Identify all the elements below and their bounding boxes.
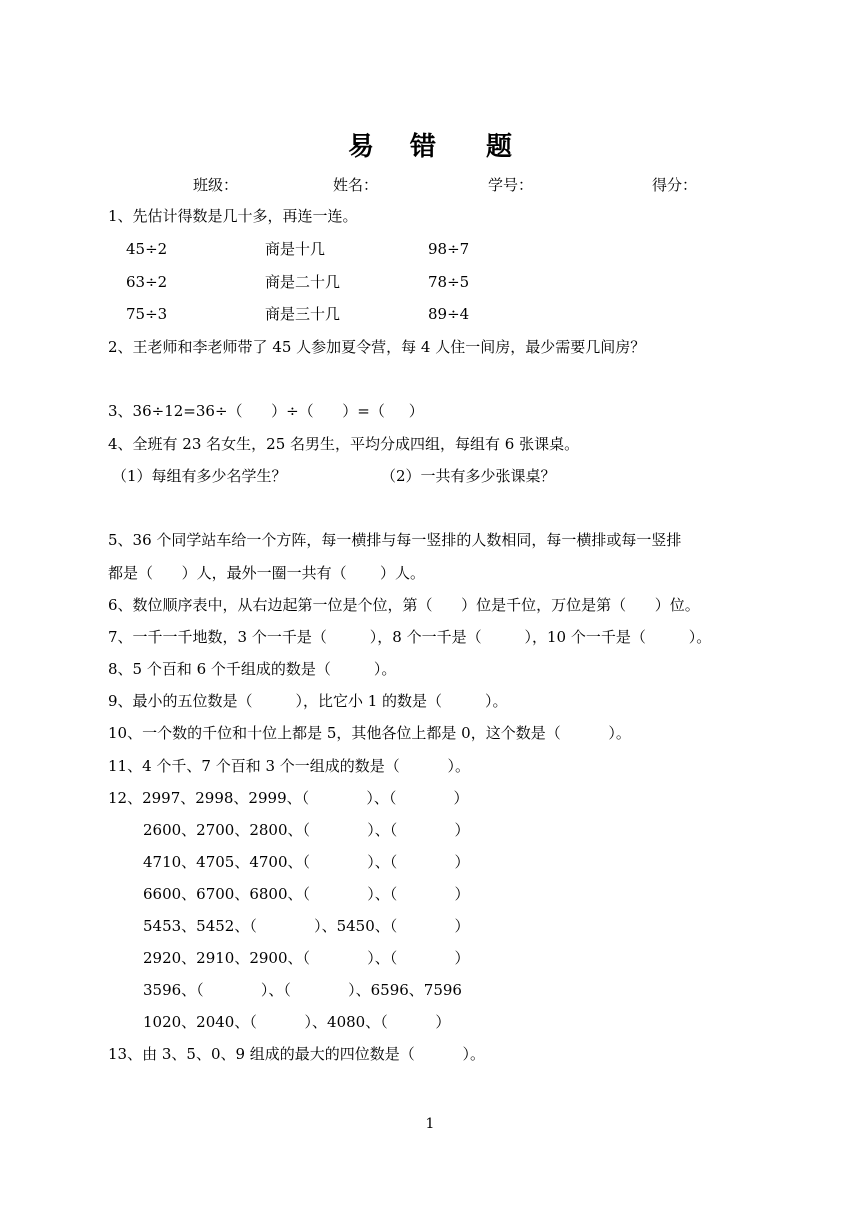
question-3: 3、36÷12=36÷（ ）÷（ ）=（ ） bbox=[108, 402, 424, 420]
q4-sub-1: （1）每组有多少名学生？ bbox=[112, 467, 287, 485]
q1-middle-3: 商是三十几 bbox=[265, 305, 341, 323]
question-12-line-8: 1020、2040、（ ）、4080、（ ） bbox=[143, 1013, 451, 1031]
name-field-label: 姓名： bbox=[333, 176, 379, 194]
q1-right-1: 98÷7 bbox=[428, 240, 470, 258]
title-char-1: 易 bbox=[347, 132, 374, 162]
title-char-3: 题 bbox=[486, 132, 513, 162]
question-10: 10、一个数的千位和十位上都是 5，其他各位上都是 0，这个数是（ ）。 bbox=[108, 724, 631, 742]
q1-left-3: 75÷3 bbox=[126, 305, 168, 323]
q1-right-2: 78÷5 bbox=[428, 273, 470, 291]
q1-left-1: 45÷2 bbox=[126, 240, 168, 258]
q1-middle-1: 商是十几 bbox=[265, 240, 326, 258]
question-5-line-1: 5、36 个同学站车给一个方阵，每一横排与每一竖排的人数相同，每一横排或每一竖排 bbox=[108, 531, 682, 549]
question-5-line-2: 都是（ ）人，最外一圈一共有（ ）人。 bbox=[108, 564, 425, 582]
q1-right-3: 89÷4 bbox=[428, 305, 470, 323]
question-12-line-1: 12、2997、2998、2999、（ ）、（ ） bbox=[108, 789, 469, 807]
question-12-line-4: 6600、6700、6800、（ ）、（ ） bbox=[143, 885, 470, 903]
q1-middle-2: 商是二十几 bbox=[265, 273, 341, 291]
question-6: 6、数位顺序表中，从右边起第一位是个位，第（ ）位是千位，万位是第（ ）位。 bbox=[108, 596, 700, 614]
q1-left-2: 63÷2 bbox=[126, 273, 168, 291]
question-7: 7、一千一千地数，3 个一千是（ ），8 个一千是（ ），10 个一千是（ ）。 bbox=[108, 628, 712, 646]
question-12-line-2: 2600、2700、2800、（ ）、（ ） bbox=[143, 821, 470, 839]
question-12-line-7: 3596、（ ）、（ ）、6596、7596 bbox=[143, 981, 462, 999]
question-2: 2、王老师和李老师带了 45 人参加夏令营，每 4 人住一间房，最少需要几间房？ bbox=[108, 338, 646, 356]
question-13: 13、由 3、5、0、9 组成的最大的四位数是（ ）。 bbox=[108, 1045, 485, 1063]
q4-sub-2: （2）一共有多少张课桌？ bbox=[381, 467, 556, 485]
page-title bbox=[0, 126, 860, 163]
question-11: 11、4 个千、7 个百和 3 个一组成的数是（ ）。 bbox=[108, 757, 470, 775]
question-12-line-5: 5453、5452、（ ）、5450、（ ） bbox=[143, 917, 470, 935]
question-12-line-6: 2920、2910、2900、（ ）、（ ） bbox=[143, 949, 470, 967]
question-8: 8、5 个百和 6 个千组成的数是（ ）。 bbox=[108, 660, 397, 678]
score-field-label: 得分： bbox=[652, 176, 698, 194]
question-4: 4、全班有 23 名女生，25 名男生，平均分成四组，每组有 6 张课桌。 bbox=[108, 435, 580, 453]
student-id-field-label: 学号： bbox=[488, 176, 534, 194]
page-number: 1 bbox=[425, 1116, 435, 1132]
question-9: 9、最小的五位数是（ ），比它小 1 的数是（ ）。 bbox=[108, 692, 508, 710]
question-12-line-3: 4710、4705、4700、（ ）、（ ） bbox=[143, 853, 470, 871]
title-char-2: 错 bbox=[409, 132, 436, 162]
class-field-label: 班级： bbox=[193, 176, 239, 194]
question-1: 1、先估计得数是几十多，再连一连。 bbox=[108, 207, 358, 225]
